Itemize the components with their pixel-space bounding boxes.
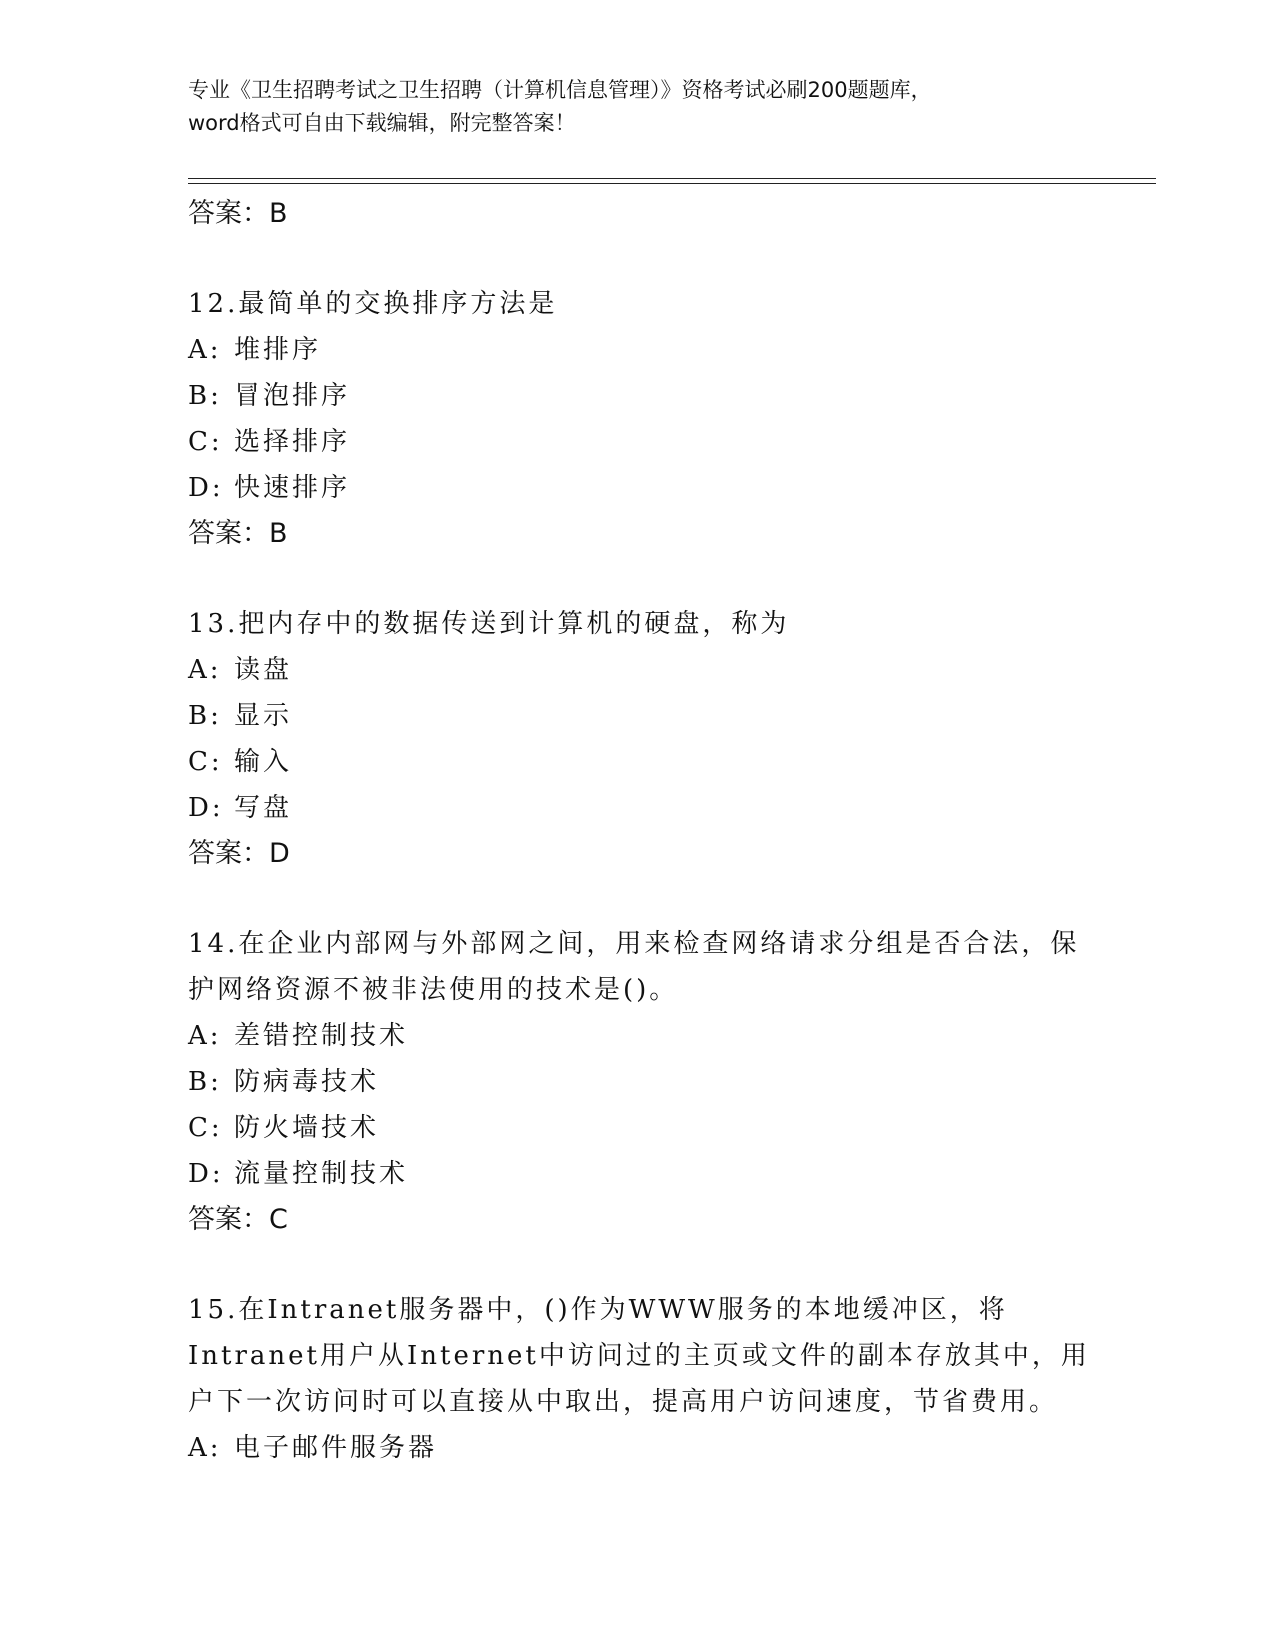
option-d	[188, 785, 1088, 831]
option-b	[188, 373, 1088, 419]
option-letter: A:	[188, 1433, 222, 1463]
spacer	[188, 557, 1088, 601]
option-a	[188, 647, 1088, 693]
header-line-2: word格式可自由下载编辑，附完整答案！	[188, 111, 576, 135]
answer-line: 答案：D	[188, 838, 290, 869]
option-b	[188, 1059, 1088, 1105]
question-line: 12.最简单的交换排序方法是	[188, 289, 558, 319]
question-text	[188, 1287, 1088, 1425]
page-header	[188, 74, 1088, 140]
option-letter: A:	[188, 335, 222, 365]
option-letter: B:	[188, 381, 222, 411]
option-letter: B:	[188, 701, 222, 731]
option-text: 电子邮件服务器	[234, 1433, 438, 1463]
answer-line: 答案：B	[188, 198, 288, 229]
option-a	[188, 1013, 1088, 1059]
option-letter: C:	[188, 1113, 223, 1143]
question-15	[188, 1287, 1088, 1471]
option-d	[188, 1151, 1088, 1197]
option-text: 差错控制技术	[234, 1021, 409, 1051]
question-text	[188, 281, 1088, 327]
spacer	[188, 1243, 1088, 1287]
question-line: 13.把内存中的数据传送到计算机的硬盘，称为	[188, 609, 790, 639]
option-d	[188, 465, 1088, 511]
option-letter: A:	[188, 655, 222, 685]
option-text: 写盘	[234, 793, 293, 823]
question-line: 15.在Intranet服务器中，()作为WWW服务的本地缓冲区，将	[188, 1295, 1008, 1325]
spacer	[188, 877, 1088, 921]
option-letter: D:	[188, 473, 224, 503]
option-text: 流量控制技术	[234, 1159, 409, 1189]
option-letter: A:	[188, 1021, 222, 1051]
answer-line: 答案：C	[188, 1204, 288, 1235]
option-text: 快速排序	[234, 473, 351, 503]
option-letter: C:	[188, 747, 223, 777]
option-text: 冒泡排序	[234, 381, 351, 411]
option-letter: C:	[188, 427, 223, 457]
option-text: 读盘	[234, 655, 293, 685]
question-13	[188, 601, 1088, 877]
option-letter: D:	[188, 1159, 224, 1189]
question-12	[188, 281, 1088, 557]
question-content	[188, 191, 1088, 1471]
option-a	[188, 1425, 1088, 1471]
option-text: 防火墙技术	[234, 1113, 380, 1143]
option-b	[188, 693, 1088, 739]
option-a	[188, 327, 1088, 373]
question-14	[188, 921, 1088, 1243]
answer-line: 答案：B	[188, 518, 288, 549]
question-line: 户下一次访问时可以直接从中取出，提高用户访问速度，节省费用。	[188, 1387, 1059, 1417]
option-text: 显示	[234, 701, 293, 731]
option-text: 防病毒技术	[234, 1067, 380, 1097]
question-line: Intranet用户从Internet中访问过的主页或文件的副本存放其中，用	[188, 1341, 1090, 1371]
header-rule-top	[188, 178, 1156, 179]
option-c	[188, 1105, 1088, 1151]
question-line: 14.在企业内部网与外部网之间，用来检查网络请求分组是否合法，保	[188, 929, 1080, 959]
header-line-1: 专业《卫生招聘考试之卫生招聘（计算机信息管理）》资格考试必刷200题题库，	[188, 78, 932, 102]
question-text	[188, 921, 1088, 1013]
option-text: 堆排序	[234, 335, 322, 365]
question-line: 护网络资源不被非法使用的技术是()。	[188, 975, 679, 1005]
option-letter: B:	[188, 1067, 222, 1097]
option-text: 选择排序	[234, 427, 351, 457]
header-rule-bottom	[188, 183, 1156, 184]
option-text: 输入	[234, 747, 293, 777]
option-letter: D:	[188, 793, 224, 823]
spacer	[188, 237, 1088, 281]
option-c	[188, 419, 1088, 465]
question-text	[188, 601, 1088, 647]
option-c	[188, 739, 1088, 785]
